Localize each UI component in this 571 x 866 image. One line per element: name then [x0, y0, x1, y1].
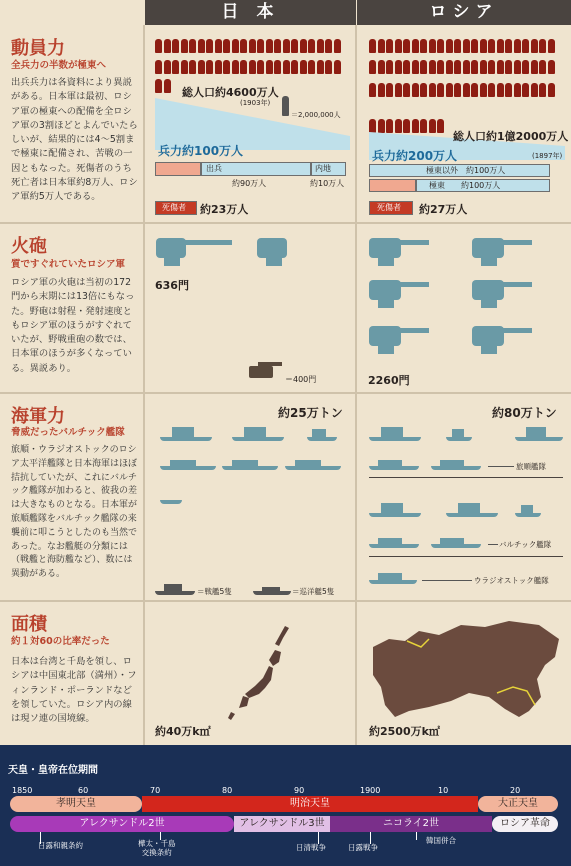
event-russo-japanese-war: 日露戦争 [348, 843, 378, 852]
artillery-subtitle: 質ですぐれていたロシア軍 [11, 259, 126, 270]
jp-area: 約40万k㎡ [155, 725, 211, 738]
ru-tonnage: 約80万トン [492, 406, 557, 420]
tick-label: 80 [222, 786, 233, 795]
row-divider [0, 392, 571, 394]
ru-artillery-count: 2260門 [368, 374, 410, 387]
reign-taisho: 大正天皇 [478, 796, 558, 812]
row-divider [0, 600, 571, 602]
reign-alexander-2: アレクサンドル2世 [10, 816, 234, 832]
event-marker [416, 832, 417, 840]
population-text: 出兵兵力は各資料により異説がある。日本軍は最初、ロシア軍の極東への配備を全ロシア軍の3割ほどとよんでいたらしいが、結果的には4～5割まで極東に配備され、苦戦の一因ともなった。死傷者のうち死亡者は日本軍約8万人、ロシア軍約5万人である。 [11, 77, 138, 203]
artillery-title: 火砲 [11, 236, 47, 257]
person-icon [282, 96, 289, 116]
area-subtitle: 約１対60の比率だった [11, 636, 110, 647]
ru-population: 総人口約1億2000万人 [453, 130, 569, 143]
ru-casualty-num: 約27万人 [419, 203, 468, 216]
jp-year: (1903年) [240, 99, 271, 107]
population-title: 動員力 [11, 38, 65, 59]
russia-map [369, 617, 563, 727]
header-spacer [0, 0, 145, 25]
tick-label: 1900 [360, 786, 381, 795]
tick-label: 60 [78, 786, 89, 795]
header-japan: 日 本 [145, 0, 356, 25]
jp-domestic-num: 約10万人 [310, 179, 345, 188]
fleet-baltic: バルチック艦隊 [499, 540, 552, 549]
jp-casualty-num: 約23万人 [200, 203, 249, 216]
fleet-divider [369, 477, 563, 478]
jp-soldier-row [155, 78, 175, 97]
jp-population: 総人口約4600万人 [182, 86, 279, 99]
jp-casualty-bar [155, 162, 201, 176]
reign-komei: 孝明天皇 [10, 796, 142, 812]
artillery-text: ロシア軍の火砲は当初の172門から末期には13倍にもなった。野砲は射程・発射速度ともロシア軍のほうがすぐれていたが、野戦重砲の数では、日本軍のほうが多くなっている。異説あり。 [11, 277, 135, 374]
ru-troops: 兵力約200万人 [372, 149, 458, 163]
russian-revolution: ロシア革命 [492, 816, 558, 832]
ru-other-num: 約100万人 [466, 166, 506, 175]
navy-text: 旅順・ウラジオストックのロシア太平洋艦隊と日本海軍はほぼ拮抗していたが、これにバルチック艦隊が加わると、彼我の差は大きなものとなる。日本軍が旅順艦隊をバルチック艦隊の来襲前に叩こうとしたのも当然であった。なお艦艇の分類には（戦艦と海防艦など）、数には異動がある。 [11, 445, 138, 580]
timeline-title: 天皇・皇帝在位期間 [2, 760, 104, 777]
event-sino-japanese-war: 日清戦争 [296, 843, 326, 852]
header-russia: ロシア [357, 0, 571, 25]
area-title: 面積 [11, 614, 47, 635]
tick-label: 10 [438, 786, 449, 795]
jp-soldier-row [155, 59, 350, 78]
jp-casualty-label: 死傷者 [155, 201, 197, 215]
leader-line [488, 466, 514, 467]
tick-label: 20 [510, 786, 521, 795]
ru-area: 約2500万k㎡ [369, 725, 440, 738]
legend-cruiser: ＝巡洋艦5隻 [292, 587, 335, 596]
jp-soldier-row [155, 38, 350, 57]
event-treaty-shimoda: 日露和親条約 [38, 841, 83, 850]
ru-soldier-row [369, 82, 565, 101]
event-annexation-korea: 韓国併合 [426, 836, 456, 845]
reign-nicholas-2: ニコライ2世 [330, 816, 492, 832]
jp-tonnage: 約25万トン [278, 406, 343, 420]
tick-label: 70 [150, 786, 161, 795]
tick-label: 90 [294, 786, 305, 795]
fleet-port-arthur: 旅順艦隊 [516, 462, 546, 471]
ru-far-east-num: 約100万人 [461, 181, 501, 190]
fleet-vladivostok: ウラジオストック艦隊 [474, 576, 549, 585]
ru-far-east-label: 極東 [429, 181, 445, 190]
jp-deployed-num: 約90万人 [232, 179, 267, 188]
jp-legend: ＝2,000,000人 [291, 111, 341, 119]
reign-alexander-3: アレクサンドル3世 [234, 816, 330, 832]
event-treaty-st-petersburg: 樺太・千島 交換条約 [138, 839, 176, 857]
jp-artillery-count: 636門 [155, 279, 189, 292]
ru-casualty-bar [369, 179, 416, 192]
population-subtitle: 全兵力の半数が極東へ [11, 60, 107, 71]
jp-troops: 兵力約100万人 [158, 144, 244, 158]
leader-line [422, 580, 472, 581]
ru-other-label: 極東以外 [426, 166, 458, 175]
ru-other-bar [369, 164, 550, 177]
leader-line [488, 544, 498, 545]
ru-year: (1897年) [532, 152, 563, 160]
fleet-divider [369, 556, 563, 557]
reign-meiji: 明治天皇 [142, 796, 478, 812]
legend-battleship: ＝戦艦5隻 [197, 587, 232, 596]
ru-soldier-row [369, 38, 565, 57]
row-divider [0, 222, 571, 224]
navy-title: 海軍力 [11, 406, 65, 427]
ru-soldier-row [369, 59, 565, 78]
jp-domestic-bar: 内地 [311, 162, 346, 176]
tick-label: 1850 [12, 786, 33, 795]
japan-map [225, 622, 297, 722]
area-text: 日本は台湾と千島を領し、ロシアは中国東北部（満州）・フィンランド・ポーランドなどを領していた。ロシア内の線は現ソ連の国境線。 [11, 656, 137, 725]
ru-casualty-label: 死傷者 [369, 201, 413, 215]
ru-far-east-bar [416, 179, 550, 192]
artillery-legend: ＝400門 [285, 375, 317, 384]
jp-deployed-bar: 出兵 [201, 162, 311, 176]
navy-subtitle: 脅威だったバルチック艦隊 [11, 427, 125, 438]
